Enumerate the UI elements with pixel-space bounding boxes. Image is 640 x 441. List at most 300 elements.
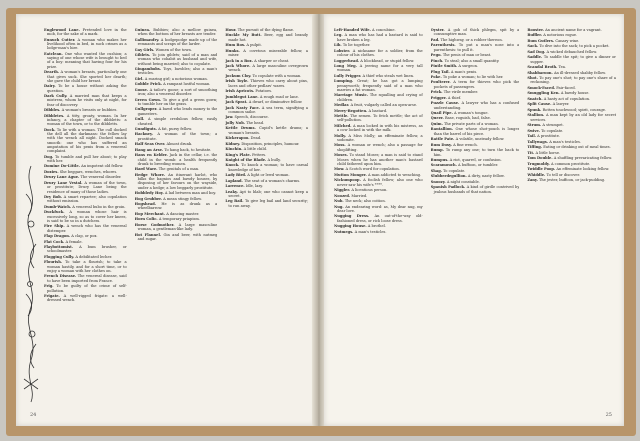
entry-term: Rumpus. xyxy=(430,157,449,162)
entry-term: Queer. xyxy=(430,116,444,121)
glossary-entry xyxy=(225,153,308,157)
glossary-entry xyxy=(527,102,616,106)
glossary-entry xyxy=(135,191,218,195)
entry-term: Moss. xyxy=(334,143,346,148)
entry-term: Hans en Kelder. xyxy=(134,153,168,158)
entry-definition: To copulate with a woman. xyxy=(252,73,302,78)
entry-term: Hang an Arse. xyxy=(134,147,164,152)
entry-definition: A married man that keeps a mistress, whom he visits only at night, for fear of discovery. xyxy=(47,94,127,107)
glossary-entry xyxy=(44,84,127,93)
glossary-entry xyxy=(225,199,308,208)
glossary-entry xyxy=(431,137,520,141)
entry-term: Giblets. xyxy=(134,53,151,58)
entry-definition: A jeering name for a very tall woman. xyxy=(337,64,423,73)
entry-term: Jack Sprat. xyxy=(225,100,248,105)
entry-term: Lumping. xyxy=(334,79,354,84)
glossary-entry xyxy=(334,109,423,113)
entry-term: Leg Bail. xyxy=(225,199,244,204)
entry-term: Domine Do-Little. xyxy=(44,164,80,169)
glossary-entry xyxy=(135,82,218,86)
glossary-entry xyxy=(44,284,127,293)
page-number-left: 24 xyxy=(30,412,37,418)
entry-term: Trugmoldy. xyxy=(527,161,550,166)
entry-definition: She beggars, wenches, whores. xyxy=(59,169,118,174)
entry-term: Merry-Begotten. xyxy=(334,108,368,113)
glossary-entry xyxy=(527,178,616,182)
entry-term: Hot Flannel. xyxy=(134,232,162,237)
entry-term: Jack in a Box. xyxy=(225,58,253,63)
entry-term: Tallywags. xyxy=(527,139,549,144)
glossary-entry xyxy=(135,167,218,171)
entry-term: Lobster. xyxy=(334,48,351,53)
entry-term: Eatclean. xyxy=(44,51,63,56)
entry-definition: Toys, bawbles; also a man's testicles. xyxy=(137,67,218,76)
glossary-entry xyxy=(225,163,308,172)
glossary-entry xyxy=(44,170,127,174)
entry-definition: Women of the town. xyxy=(155,47,192,52)
entry-term: Molly. xyxy=(334,133,347,138)
entry-definition: An ancient name for a vagrant. xyxy=(545,28,602,32)
glossary-entry xyxy=(135,127,218,131)
entry-term: Larrence. xyxy=(225,184,245,189)
entry-definition: A rampant lustful woman. xyxy=(163,82,211,87)
glossary-entry xyxy=(44,175,127,179)
text-column xyxy=(527,28,616,404)
glossary-entry xyxy=(334,103,423,107)
entry-term: Tit. xyxy=(527,150,535,155)
entry-definition: A clap, or pox. xyxy=(71,234,98,239)
glossary-entry xyxy=(225,74,308,78)
entry-definition: A little horse. xyxy=(535,150,561,155)
entry-term: Dumb-Watch. xyxy=(44,204,72,209)
text-column xyxy=(431,28,520,404)
entry-term: Nub. xyxy=(334,199,344,204)
entry-definition: Pretended love in the mob, for the sake of a mark. xyxy=(47,28,127,37)
entry-term: Oyster. xyxy=(430,28,445,32)
entry-term: Rantallion. xyxy=(430,127,454,132)
glossary-entry xyxy=(431,158,520,162)
entry-term: Quail Pipe. xyxy=(430,111,453,115)
glossary-entry xyxy=(135,132,218,141)
entry-term: Poke. xyxy=(430,74,442,79)
entry-definition: Eating or drinking out of meal times. xyxy=(543,145,611,150)
entry-definition: A thief. xyxy=(447,95,462,100)
glossary-entry xyxy=(431,116,520,120)
entry-definition: A woman's breasts or bubbies. xyxy=(61,108,118,113)
glossary-entry xyxy=(225,115,308,119)
entry-definition: A covetous miserable fellow, a miser. xyxy=(228,48,309,58)
entry-term: Dibbletes. xyxy=(44,113,65,118)
entry-definition: To knock a woman; to have carnal knowledge of her. xyxy=(228,163,308,172)
glossary-entry xyxy=(135,117,218,126)
glossary-entry xyxy=(135,212,218,216)
entry-definition: Idle, lazy. xyxy=(245,184,263,189)
glossary-entry xyxy=(44,245,127,254)
entry-term: Zany. xyxy=(527,178,538,182)
entry-definition: A sharper or cheat. xyxy=(254,58,290,63)
entry-term: Irish Toyle. xyxy=(225,79,249,84)
text-column xyxy=(135,28,218,404)
glossary-entry xyxy=(334,49,423,58)
entry-definition: To rump any one; to turn the back to him. xyxy=(433,148,520,157)
glossary-entry xyxy=(431,59,520,63)
glossary-entry xyxy=(225,100,308,104)
entry-definition: Potatoes. xyxy=(255,89,273,94)
glossary-entry xyxy=(527,162,616,166)
entry-term: Flat Cock. xyxy=(44,239,65,244)
glossary-entry xyxy=(135,153,218,166)
entry-definition: A simple credulous fellow, easily cheated. xyxy=(137,117,218,126)
glossary-entry xyxy=(527,39,616,43)
glossary-entry xyxy=(527,76,616,85)
glossary-entry xyxy=(44,224,127,233)
entry-term: Drury Lane Ague. xyxy=(44,175,80,180)
entry-term: Smock-Faced. xyxy=(527,85,556,90)
entry-definition: A fat, pursy fellow. xyxy=(158,127,193,131)
entry-definition: A strumpet. xyxy=(542,123,564,128)
glossary-entry xyxy=(527,156,616,160)
entry-definition: A woman's breasts, particularly one that gives suck. She sported her dearth; she gave the child her breast. xyxy=(47,70,127,83)
entry-definition: To be a house without asking the question. xyxy=(47,84,127,93)
glossary-entry xyxy=(431,111,520,115)
entry-term: Flourish. xyxy=(44,260,63,265)
entry-term: Parenthesis. xyxy=(430,43,456,48)
entry-term: Prigger. xyxy=(430,95,447,100)
glossary-entry xyxy=(334,205,423,214)
entry-definition: Disposition, principles, humour. xyxy=(241,141,300,146)
glossary-entry xyxy=(431,75,520,79)
glossary-entry xyxy=(334,167,423,171)
entry-term: Leg. xyxy=(334,33,343,38)
entry-term: Jockum Cloy. xyxy=(225,73,252,78)
entry-term: Lib. xyxy=(334,43,342,48)
entry-term: Dearth. xyxy=(44,70,60,75)
glossary-entry xyxy=(225,142,308,146)
entry-term: Knock. xyxy=(225,163,240,168)
glossary-entry xyxy=(225,158,308,162)
entry-definition: A nickname for a soldier, from the colour of his clothes. xyxy=(337,48,423,58)
glossary-entry xyxy=(527,28,616,32)
entry-definition: Fair-faced. xyxy=(556,85,576,90)
entry-definition: A kind of girdle contrived by jealous husbands of that nation. xyxy=(433,185,520,194)
entry-term: Spanish Padlock. xyxy=(430,185,466,190)
entry-term: Sack. xyxy=(527,44,539,49)
glossary-entry xyxy=(225,33,308,42)
glossary-entry xyxy=(44,195,127,204)
entry-term: Whiddle. xyxy=(527,172,546,177)
entry-term: Kinchin. xyxy=(225,147,243,152)
glossary-entry xyxy=(527,123,616,127)
glossary-entry xyxy=(527,86,616,90)
entry-term: Spunk. xyxy=(527,107,542,112)
entry-definition: Tea. xyxy=(558,65,567,70)
entry-term: Mettle. xyxy=(334,114,349,119)
entry-term: Hog Grubber. xyxy=(134,196,162,201)
entry-definition: The semen. To fetch mettle; the act of self-pollution. xyxy=(337,114,423,123)
entry-term: Dry Bob. xyxy=(44,195,63,200)
glossary-entry xyxy=(225,173,308,177)
glossary-entry xyxy=(225,64,308,73)
entry-definition: The jester, buffoon, or jack-pudding. xyxy=(539,178,606,182)
glossary-entry xyxy=(334,214,423,223)
glossary-entry xyxy=(431,70,520,74)
entry-definition: The genitals of a man. xyxy=(158,167,200,172)
left-page xyxy=(16,14,316,426)
entry-definition: A bum brusher, or schoolmaster. xyxy=(47,245,127,254)
entry-definition: A surgeon. xyxy=(458,64,479,69)
glossary-entry xyxy=(431,96,520,100)
glossary-entry xyxy=(135,98,218,107)
glossary-entry xyxy=(527,71,616,75)
glossary-entry xyxy=(334,134,423,143)
entry-definition: A titty, groaty, woman. In her infancy, a chapter of the dibbletts: a woman of the town, or to the dibbletts. xyxy=(47,113,127,127)
entry-definition: A man locked in with his mistress, as a cow locked in with the milk. xyxy=(337,123,423,133)
glossary-entry xyxy=(334,230,423,234)
glossary-entry xyxy=(225,59,308,63)
glossary-entry xyxy=(225,184,308,188)
entry-term: Doxies. xyxy=(44,169,59,174)
entry-definition: To poke a woman; to lie with her. xyxy=(442,74,504,79)
entry-term: Snatch. xyxy=(527,96,543,101)
entry-definition: Canary wine. xyxy=(555,38,580,43)
right-page xyxy=(324,14,624,426)
entry-term: Jaw. xyxy=(225,115,234,120)
entry-definition: Base, roguish, bad, false. xyxy=(444,116,491,121)
glossary-entry xyxy=(135,28,218,37)
glossary-entry xyxy=(135,142,218,146)
entry-definition: A rough road or lane. xyxy=(259,94,299,99)
glossary-entry xyxy=(431,163,520,167)
entry-term: Ruffler. xyxy=(527,33,543,38)
left-columns xyxy=(44,28,308,404)
entry-definition: Bubbies; also a mellow guinea, when the bottom of her breasts are tender. xyxy=(137,28,218,37)
entry-definition: A large masculine overgrown wench. xyxy=(228,64,309,73)
entry-definition: To copulate. xyxy=(541,128,564,133)
glossary-entry xyxy=(334,178,423,187)
entry-definition: A female. xyxy=(65,239,83,244)
entry-definition: A roaring girl; a notorious woman. xyxy=(144,76,208,81)
entry-term: Irish Apricots. xyxy=(225,89,255,94)
entry-term: Frigate. xyxy=(44,294,60,299)
entry-term: Gallimaufry. xyxy=(134,37,160,42)
entry-definition: Dead. xyxy=(250,136,262,141)
entry-definition: To saddle the spit; to give a dinner or supper. xyxy=(530,55,617,64)
glossary-entry xyxy=(431,180,520,184)
entry-definition: Cupid's kettle drums; a woman's breasts. xyxy=(228,126,309,135)
entry-definition: The squalling and crying of children. xyxy=(337,93,423,102)
entry-term: Pintle Smith. xyxy=(430,64,458,69)
entry-term: Hobbledy Hoy. xyxy=(134,191,164,196)
entry-definition: A debilitated lecher. xyxy=(75,254,113,259)
glossary-entry xyxy=(527,108,616,112)
entry-term: Swive. xyxy=(527,128,541,133)
entry-definition: A night constable. xyxy=(446,179,480,184)
entry-term: Gingambobs. xyxy=(134,67,162,72)
entry-term: Long Meg. xyxy=(334,64,357,69)
entry-term: Lapland. xyxy=(225,178,243,183)
entry-definition: A wench who has the venereal distemper. xyxy=(47,224,127,233)
glossary-entry xyxy=(44,205,127,209)
entry-definition: A bawd who lends money to the gamesters. xyxy=(137,107,218,116)
entry-term: Hogshead. xyxy=(134,202,156,207)
entry-term: Gull. xyxy=(134,117,145,122)
glossary-entry xyxy=(44,255,127,259)
entry-term: Half Seas Over. xyxy=(134,142,166,147)
entry-definition: A shuffling prevaricating fellow. xyxy=(553,156,612,161)
glossary-entry xyxy=(334,124,423,133)
glossary-entry xyxy=(527,50,616,54)
entry-term: Kettle Drums. xyxy=(225,126,256,131)
entry-definition: A hodgepodge made up of the remnants and scraps of the larder. xyxy=(137,37,218,47)
entry-term: Jack Nasty Face. xyxy=(225,105,260,110)
glossary-entry xyxy=(431,90,520,94)
glossary-entry xyxy=(225,95,308,99)
glossary-entry xyxy=(135,197,218,201)
entry-definition: A Miss Molly; an effeminate fellow, a sodomite. xyxy=(337,133,423,142)
entry-term: Hunks. xyxy=(225,48,240,53)
glossary-entry xyxy=(44,28,127,37)
entry-term: Tail. xyxy=(527,134,536,139)
entry-term: Dog. xyxy=(44,154,54,159)
entry-definition: To lie with a woman. The cull docked the dell all the darkmans: the fellow lay with the wench all night. Docked smack smooth: one who has suffered an amputation of his penis from a venereal complaint. xyxy=(47,127,127,154)
glossary-entry xyxy=(527,134,616,138)
glossary-entry xyxy=(135,233,218,242)
entry-term: Medlar. xyxy=(334,103,350,108)
entry-definition: To join giblets; said of a man and woman who cohabit as husband and wife, without being married; also to copulate. xyxy=(137,53,218,66)
entry-definition: Thieves who carry about pins, laces and other pedlars' wares. xyxy=(228,79,308,88)
glossary-entry xyxy=(44,240,127,244)
glossary-entry xyxy=(135,223,218,232)
entry-term: Prick. xyxy=(430,90,443,95)
glossary-entry xyxy=(431,38,520,42)
glossary-entry xyxy=(135,173,218,190)
entry-term: Rum Doxy. xyxy=(430,142,452,147)
entry-definition: To steal; also a small quantity. xyxy=(444,58,500,63)
entry-definition: A hasty act of copulation. xyxy=(543,96,591,101)
entry-term: Nugging Dress. xyxy=(334,214,370,219)
entry-term: Goose. xyxy=(134,87,149,92)
entry-term: Plug Tail. xyxy=(430,69,450,74)
glossary-entry xyxy=(44,38,127,51)
glossary-entry xyxy=(431,64,520,68)
entry-term: Split Cause. xyxy=(527,102,552,107)
text-column xyxy=(225,28,308,404)
entry-definition: A bully. xyxy=(267,157,281,162)
glossary-entry xyxy=(527,91,616,95)
entry-definition: A lawyer who has a confused understanding. xyxy=(433,101,520,110)
entry-term: Niggler. xyxy=(334,188,351,193)
entry-definition: Fetters. xyxy=(252,152,267,157)
glossary-entry xyxy=(135,148,218,152)
glossary-entry xyxy=(527,65,616,69)
entry-term: Gundiguts. xyxy=(134,127,157,131)
glossary-entry xyxy=(527,44,616,48)
glossary-entry xyxy=(527,140,616,144)
entry-term: Green Gown. xyxy=(134,97,162,102)
entry-definition: To put a man's nose into a parenthesis: to pull it. xyxy=(433,43,520,52)
glossary-entry xyxy=(334,64,423,73)
glossary-entry xyxy=(44,181,127,194)
entry-term: Knight of the Blade. xyxy=(225,157,267,162)
entry-term: Englewood Lane. xyxy=(44,28,80,32)
glossary-entry xyxy=(334,199,423,203)
glossary-entry xyxy=(431,185,520,194)
entry-definition: The pursuit of the dying flame. xyxy=(237,28,295,32)
entry-term: French Disease. xyxy=(44,274,77,279)
entry-definition: A prostitute. xyxy=(537,134,560,139)
entry-term: Tom Double. xyxy=(527,156,553,161)
entry-term: Mutton Monger. xyxy=(334,172,367,177)
glossary-entry xyxy=(527,97,616,101)
glossary-entry xyxy=(135,77,218,81)
entry-definition: An out-of-the-way old-fashioned dress, or rich loose dress. xyxy=(337,214,423,223)
entry-term: Twiddle Poop. xyxy=(527,167,556,172)
entry-definition: A riot, quarrel, or confusion. xyxy=(449,157,502,162)
entry-term: Hour. xyxy=(225,28,237,32)
glossary-entry xyxy=(527,173,616,177)
entry-definition: A brothel. xyxy=(367,224,386,229)
entry-definition: A tailor's goose; a sort of smoothing iron; also a venereal disorder. xyxy=(137,87,218,97)
glossary-entry xyxy=(135,107,218,116)
glossary-entry xyxy=(44,155,127,164)
page-number-right: 25 xyxy=(605,412,612,418)
entry-definition: A fine wench. xyxy=(453,142,478,147)
entry-term: Strum. xyxy=(527,123,542,128)
glossary-entry xyxy=(334,33,423,42)
entry-definition: To tell or discover. xyxy=(546,172,581,177)
entry-definition: A wicked debauched fellow. xyxy=(546,49,597,54)
glossary-entry xyxy=(527,167,616,171)
entry-definition: A man's testicles. xyxy=(354,229,387,234)
glossary-entry xyxy=(44,274,127,283)
entry-definition: A pulpit. xyxy=(246,43,262,48)
entry-definition: The highway, or a robber thereon. xyxy=(440,37,503,42)
glossary-entry xyxy=(44,108,127,112)
glossary-entry xyxy=(135,53,218,66)
entry-definition: A venereal bubo in the groin. xyxy=(72,204,126,209)
entry-term: Girl. xyxy=(134,76,144,81)
glossary-entry xyxy=(334,173,423,177)
entry-term: Gay Girls. xyxy=(134,47,155,52)
glossary-entry xyxy=(135,88,218,97)
entry-term: Moses. xyxy=(334,153,348,158)
entry-definition: A buffoon, or tumbler. xyxy=(458,163,499,168)
entry-definition: A light or lewd woman. xyxy=(247,173,290,178)
glossary-entry xyxy=(334,28,423,32)
entry-term: Hackney. xyxy=(134,132,153,137)
side-illustration xyxy=(18,164,44,404)
entry-term: Rooster. xyxy=(527,28,544,32)
glossary-entry xyxy=(334,79,423,92)
entry-definition: To lie together. xyxy=(342,43,371,48)
entry-definition: A licentious person. xyxy=(351,188,388,193)
glossary-entry xyxy=(431,127,520,136)
glossary-entry xyxy=(225,106,308,115)
entry-definition: A sea term, signifying a common sailor. xyxy=(228,105,308,114)
entry-definition: The virile member. xyxy=(443,90,478,95)
entry-definition: A temporary priapism. xyxy=(158,217,200,222)
glossary-entry xyxy=(225,179,308,183)
glossary-entry xyxy=(44,114,127,127)
entry-definition: The head. xyxy=(246,120,265,125)
entry-term: Kidney. xyxy=(225,141,241,146)
entry-term: Horse Godmother. xyxy=(134,222,175,227)
glossary-entry xyxy=(44,260,127,273)
entry-definition: A little child. xyxy=(243,147,268,152)
entry-term: Pad. xyxy=(430,37,440,42)
glossary-entry xyxy=(225,147,308,151)
entry-definition: The penis of man or beast. xyxy=(442,53,492,58)
